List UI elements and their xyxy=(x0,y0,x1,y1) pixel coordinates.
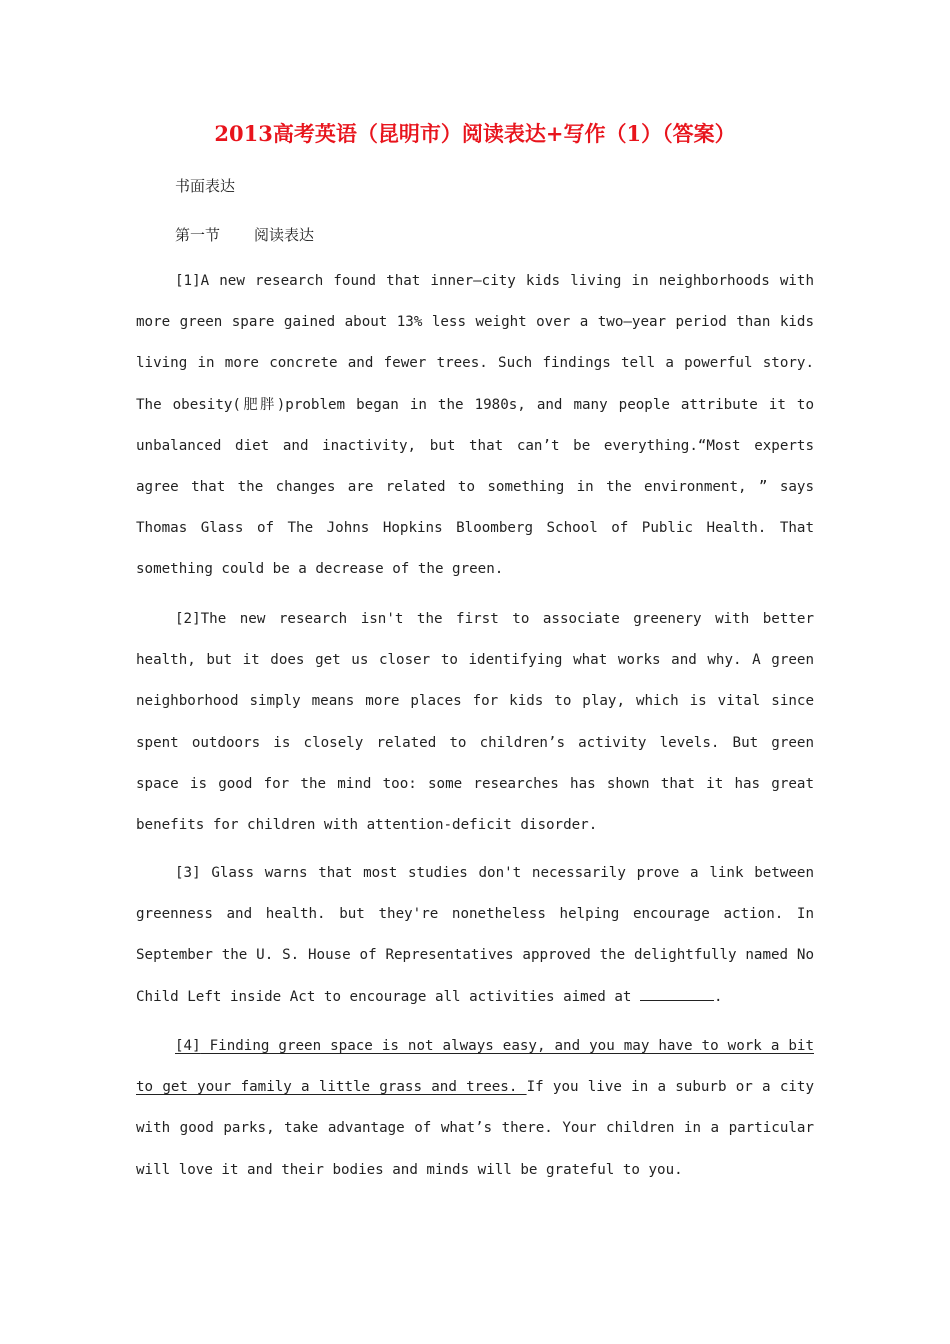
subsection-name: 阅读表达 xyxy=(254,226,315,244)
paragraph-4-underlined-sentence: Finding green space is not always easy, and you may have to work a bit to get your family a little grass and trees. xyxy=(136,1038,814,1096)
paragraph-3-text: [3] Glass warns that most studies don't necessarily prove a link between greenness and health. but they're nonetheless helping encourage action. In September the U. S. House of Representatives approved the delightfully named No Child Left inside Act to encourage all activities aimed at xyxy=(136,865,814,1005)
page-title: 2013高考英语（昆明市）阅读表达+写作（1）（答案） xyxy=(214,121,736,146)
paragraph-4-label: [4] xyxy=(175,1038,201,1054)
answer-blank xyxy=(640,986,714,1001)
subsection-number: 第一节 xyxy=(175,226,221,244)
paragraph-3-tail: . xyxy=(713,988,723,1005)
paragraph-4 xyxy=(136,1026,814,1191)
paragraph-2: [2]The new research isn't the first to associate greenery with better health, but it does get us closer to identifying what works and why. A green neighborhood simply means more places for kids to play, which is vital since spent outdoors is closely related to children’s activity levels. But green space is good for the mind too: some researches has shown that it has great benefits for children with attention-deficit disorder. xyxy=(136,611,814,834)
paragraph-4-text: If you live in a suburb or a city with good parks, take advantage of what’s there. Your children in a particular will love it and their bodies and minds will be grateful to you. xyxy=(136,1079,814,1178)
paragraph-3 xyxy=(136,853,814,1018)
section-heading: 书面表达 xyxy=(175,177,236,195)
paragraph-1: [1]A new research found that inner—city kids living in neighborhoods with more green spare gained about 13% less weight over a two—year period than kids living in more concrete and fewer trees. Such findings tell a powerful story. The obesity(肥胖)problem began in the 1980s, and many people attribute it to unbalanced diet and inactivity, but that can’t be everything.“Most experts agree that the changes are related to something in the environment, ” says Thomas Glass of The Johns Hopkins Bloomberg School of Public Health. That something could be a decrease of the green. xyxy=(136,273,814,578)
subsection-heading xyxy=(175,224,314,245)
